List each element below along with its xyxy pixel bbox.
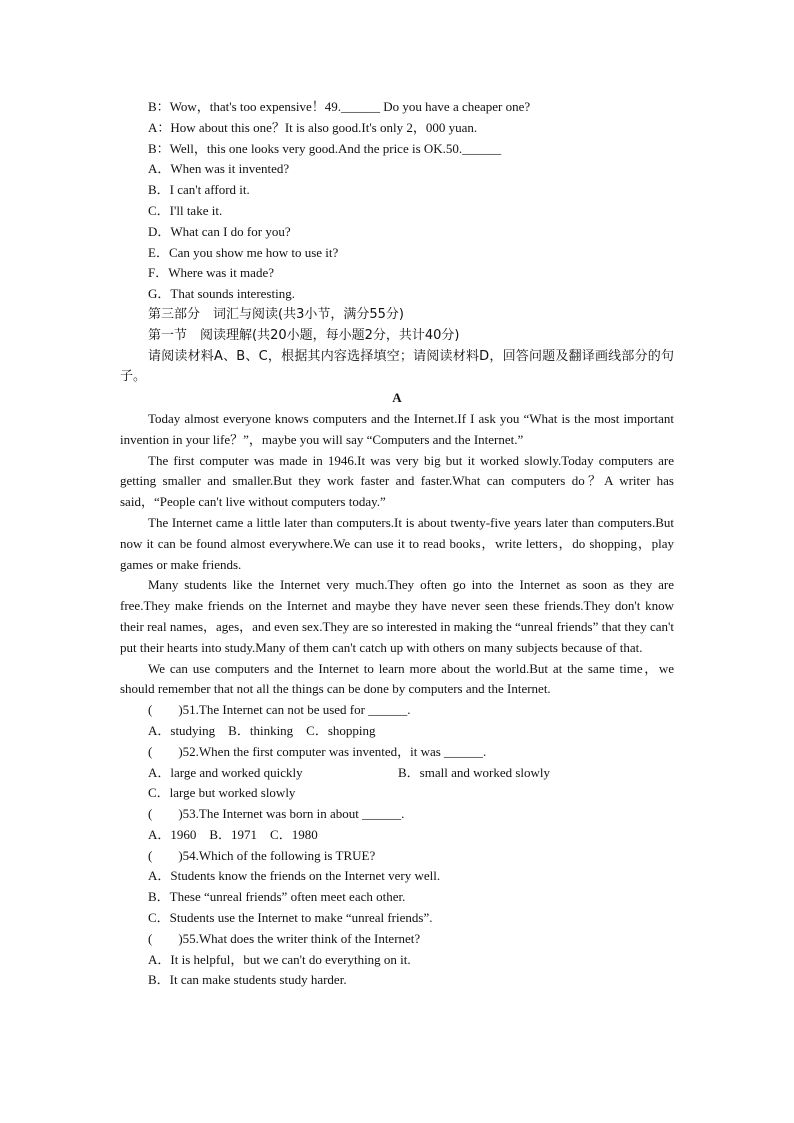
choice-option: A．When was it invented?	[148, 161, 290, 177]
dialog-line: B：Wow，that's too expensive！49.______ Do you have a cheaper one?	[148, 99, 531, 114]
question-55-option-b: B．It can make students study harder.	[148, 972, 347, 988]
question-53: ( )53.The Internet was born in about ______.	[148, 806, 405, 822]
passage-title: A	[392, 390, 402, 406]
instruction-text: 请阅读材料A、B、C，根据其内容选择填空；请阅读材料D，回答问题及翻译画线部分的句子。	[120, 348, 674, 385]
question-55: ( )55.What does the writer think of the Internet?	[148, 930, 421, 946]
passage-paragraph: The first computer was made in 1946.It was very big but it worked slowly.Today computers are getting smaller and smaller.But they work faster and faster.What can computers do？A writer has said，“People can't live without computers today.”	[120, 452, 674, 510]
choice-option: G．That sounds interesting.	[148, 286, 295, 302]
question-54-option-c: C．Students use the Internet to make “unreal friends”.	[148, 910, 433, 926]
question-54: ( )54.Which of the following is TRUE?	[148, 847, 376, 863]
question-52-options-row	[120, 763, 674, 784]
passage-paragraph: Today almost everyone knows computers and the Internet.If I ask you “What is the most important invention in your life？”，maybe you will say “Computers and the Internet.”	[120, 410, 674, 447]
question-51-options: A．studying B．thinking C．shopping	[148, 722, 376, 738]
passage-paragraph: The Internet came a little later than computers.It is about twenty-five years later than computers.But now it can be found almost everywhere.We can use it to read books，write letters，do shopping，play games or make friends.	[120, 514, 674, 572]
choice-option: D．What can I do for you?	[148, 223, 291, 239]
page-content	[120, 97, 674, 991]
question-54-option-b: B．These “unreal friends” often meet each other.	[148, 889, 406, 905]
question-52-option-b: B．small and worked slowly	[398, 764, 551, 780]
question-51: ( )51.The Internet can not be used for ______.	[148, 702, 411, 718]
choice-option: B．I can't afford it.	[148, 182, 250, 198]
dialog-line: A：How about this one？It is also good.It's only 2，000 yuan.	[148, 119, 478, 135]
question-54-option-a: A．Students know the friends on the Internet very well.	[148, 868, 441, 884]
section-heading: 第三部分 词汇与阅读(共3小节，满分55分)	[148, 306, 404, 322]
question-55-option-a: A．It is helpful，but we can't do everything on it.	[148, 951, 411, 967]
passage-paragraph: We can use computers and the Internet to learn more about the world.But at the same time，we should remember that not all the things can be done by computers and the Internet.	[120, 660, 674, 697]
dialog-line: B：Well，this one looks very good.And the price is OK.50.______	[148, 140, 502, 156]
passage-paragraph: Many students like the Internet very much.They often go into the Internet as soon as they are free.They make friends on the Internet and maybe they have never seen these friends.They don't know their real names，ages，and even sex.They are so interested in making the “unreal friends” that they can't put their hearts into study.Many of them can't catch up with others on many subjects because of that.	[120, 577, 674, 655]
question-52: ( )52.When the first computer was invented，it was ______.	[148, 743, 487, 759]
subsection-heading: 第一节 阅读理解(共20小题，每小题2分，共计40分)	[148, 327, 460, 343]
choice-option: E．Can you show me how to use it?	[148, 244, 339, 260]
question-53-options: A．1960 B．1971 C．1980	[148, 826, 318, 842]
question-52-option-a: A．large and worked quickly	[148, 764, 303, 780]
choice-option: C．I'll take it.	[148, 202, 223, 218]
question-52-option-c: C．large but worked slowly	[148, 785, 296, 801]
choice-option: F．Where was it made?	[148, 265, 274, 281]
